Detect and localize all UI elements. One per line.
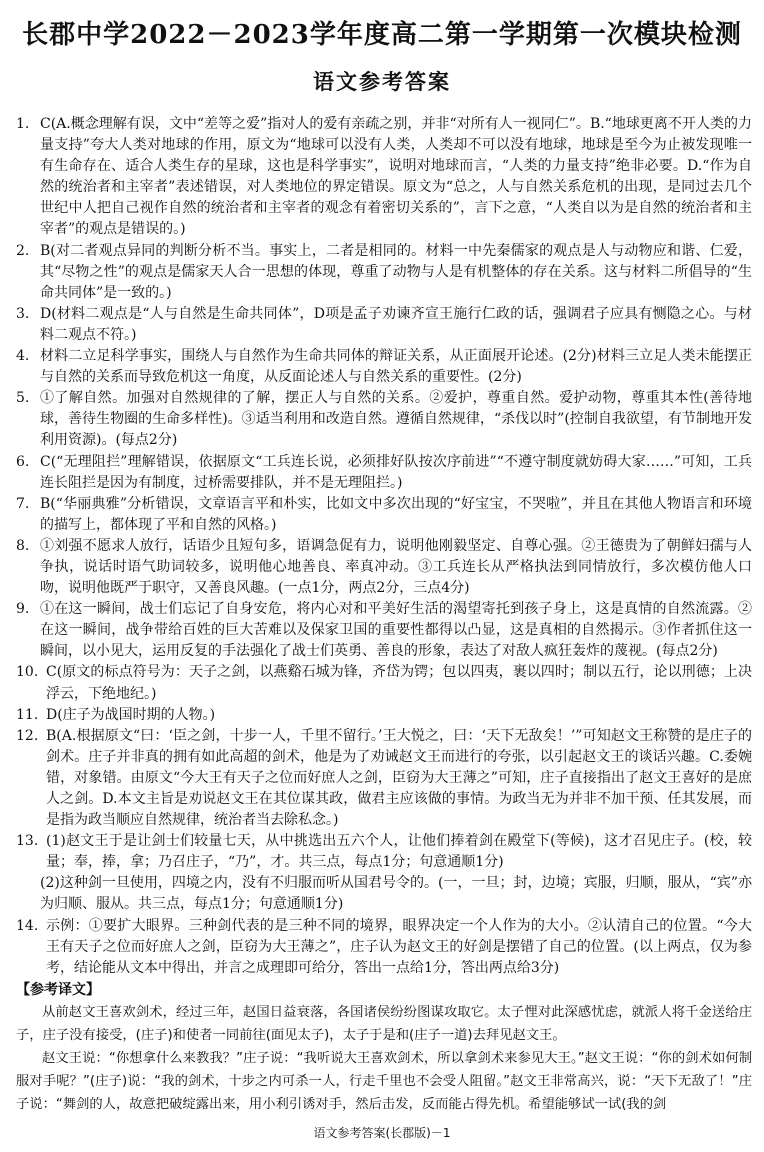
answer-text: (1)赵文王于是让剑士们较量七天，从中挑选出五六个人，让他们捧着剑在殿堂下(等候)，这才召见庄子。(校，较量；奉，捧，拿；乃召庄子，“乃”，才。共三点，每点1分；句意通顺1分) <box>46 833 752 871</box>
answer-item-12 <box>16 726 752 831</box>
answer-item-10 <box>16 662 752 704</box>
answer-text: 示例：①要扩大眼界。三种剑代表的是三种不同的境界，眼界决定一个人作为的大小。②认清自己的位置。“今大王有天子之位而好庶人之剑，臣窃为大王薄之”，庄子认为赵文王的好剑是摆错了自己的位置。(以上两点，仅为参考，结论能从文本中得出，并言之成理即可给分，答出一点给1分，答出两点给3分) <box>46 917 752 976</box>
answer-number: 5. <box>16 390 30 407</box>
answer-item-7 <box>16 494 752 536</box>
answer-text: B(“华丽典雅”分析错误，文章语言平和朴实，比如文中多次出现的“好宝宝，不哭啦”，并且在其他人物语言和环境的描写上，都体现了平和自然的风格。) <box>40 495 752 533</box>
answer-number: 12. <box>16 727 39 744</box>
reference-translation-heading: 【参考译文】 <box>16 981 100 998</box>
answer-number: 10. <box>16 664 39 681</box>
page-footer: 语文参考答案(长郡版)－1 <box>313 1126 451 1140</box>
answer-text: ①刘强不愿求人放行，话语少且短句多，语调急促有力，说明他刚毅坚定、自尊心强。②王德贵为了朝鲜妇孺与人争执，说话时语气助词较多，说明他心地善良、率真冲动。③工兵连长从严格执法到同情放行，多次模仿他人口吻，说明他既严于职守，又善良风趣。(一点1分，两点2分，三点4分) <box>40 537 752 597</box>
answer-text: ①了解自然。加强对自然规律的了解，摆正人与自然的关系。②爱护，尊重自然。爱护动物，尊重其本性(善待地球，善待生物圈的生命多样性)。③适当利用和改造自然。遵循自然规律，“杀伐以时”(控制自我欲望，有节制地开发利用资源)。(每点2分) <box>40 390 752 449</box>
answer-item-2 <box>16 241 752 304</box>
answers-content <box>16 114 752 1116</box>
answer-text: ①在这一瞬间，战士们忘记了自身安危，将内心对和平美好生活的渴望寄托到孩子身上，这是真情的自然流露。②在这一瞬间，战争带给百姓的巨大苦难以及保家卫国的重要性都得以凸显，这是真相的自然揭示。③作者抓住这一瞬间，以小见大，运用反复的手法强化了战士们英勇、善良的形象，表达了对敌人疯狂轰炸的蔑视。(每点2分) <box>40 601 752 660</box>
answer-text: B(对二者观点异同的判断分析不当。事实上，二者是相同的。材料一中先秦儒家的观点是人与动物应和谐、仁爱，其“尽物之性”的观点是儒家天人合一思想的体现，尊重了动物与人是有机整体的存在关系。这与材料二所倡导的“生命共同体”是一致的。) <box>40 242 752 301</box>
answer-item-13-part-2: (2)这种剑一旦使用，四境之内，没有不归服而听从国君号令的。(一，一旦；封，边境；宾服，归顺，服从，“宾”亦为归顺、服从。共三点，每点1分；句意通顺1分) <box>40 875 752 913</box>
reference-paragraph-2: 赵文王说：“你想拿什么来教我？”庄子说：“我听说大王喜欢剑术，所以拿剑术来参见大王。”赵文王说：“你的剑术如何制服对手呢？”(庄子)说：“我的剑术，十步之内可杀一人，行走千里也不会受人阻留。”赵文王非常高兴，说：“天下无敌了！”庄子说：“舞剑的人，故意把破绽露出来，用小利引诱对手，然后击发，反而能占得先机。希望能够试一试(我的剑 <box>16 1050 752 1112</box>
page-subtitle: 语文参考答案 <box>313 69 451 94</box>
answer-number: 3. <box>16 305 30 322</box>
answer-item-14 <box>16 916 752 979</box>
answer-item-4 <box>16 346 752 388</box>
answer-number: 11. <box>16 706 39 723</box>
answer-number: 6. <box>16 453 30 470</box>
answer-item-11 <box>16 705 752 726</box>
answer-item-13 <box>16 831 752 873</box>
answer-item-3 <box>16 304 752 346</box>
answer-number: 9. <box>16 601 30 618</box>
answer-number: 14. <box>16 917 39 934</box>
answer-text: C(“无理阻拦”理解错误，依据原文“工兵连长说，必须排好队按次序前进”“不遵守制度就妨碍大家……”可知，工兵连长阻拦是因为有制度，过桥需要排队，并不是无理阻拦。) <box>40 453 752 491</box>
answer-number: 8. <box>16 537 30 554</box>
reference-paragraph-1: 从前赵文王喜欢剑术，经过三年，赵国日益衰落，各国诸侯纷纷图谋攻取它。太子悝对此深感忧虑，就派人将千金送给庄子，庄子没有接受，(庄子)和使者一同前往(面见太子)，太子于是和(庄子一道)去拜见赵文王。 <box>16 1004 752 1043</box>
answer-number: 13. <box>16 833 39 850</box>
answer-item-9 <box>16 599 752 662</box>
answer-number: 4. <box>16 348 30 365</box>
answer-number: 2. <box>16 242 30 259</box>
answer-number: 1. <box>16 116 30 132</box>
answer-item-1 <box>16 114 752 241</box>
answer-item-6 <box>16 452 752 494</box>
answer-item-5 <box>16 388 752 451</box>
answer-text: 材料二立足科学事实，围绕人与自然作为生命共同体的辩证关系，从正面展开论述。(2分)材料三立足人类未能摆正与自然的关系而导致危机这一角度，从反面论述人与自然关系的重要性。(2分) <box>40 348 752 386</box>
answer-text: D(庄子为战国时期的人物。) <box>46 706 216 723</box>
answer-text: D(材料二观点是“人与自然是生命共同体”，D项是孟子劝谏齐宣王施行仁政的话，强调君子应具有恻隐之心。与材料二观点不符。) <box>40 305 752 343</box>
answer-text: C(原文的标点符号为：天子之剑，以燕谿石城为锋，齐岱为锷；包以四夷，裹以四时；制以五行，论以刑德；上决浮云，下绝地纪。) <box>46 664 752 702</box>
answer-number: 7. <box>16 495 30 512</box>
answer-text: B(A.根据原文“曰：‘臣之剑，十步一人，千里不留行。’王大悦之，曰：‘天下无敌矣！’”可知赵文王称赞的是庄子的剑术。庄子并非真的拥有如此高超的剑术，他是为了劝诫赵文王而进行的夸张，以引起赵文王的谈话兴趣。C.委婉错，对象错。由原文“今大王有天子之位而好庶人之剑，臣窃为大王薄之”可知，庄子直接指出了赵文王喜好的是庶人之剑。D.本文主旨是劝说赵文王在其位谋其政，做君主应该做的事情。为政当无为并非不加干预、任其发展，而是指为政当顺应自然规律，统治者当去除私念。) <box>46 727 752 829</box>
page-title: 长郡中学2022－2023学年度高二第一学期第一次模块检测 <box>22 20 742 50</box>
answer-text: C(A.概念理解有误，文中“差等之爱”指对人的爱有亲疏之别，并非“对所有人一视同仁”。B.“地球更离不开人类的力量支持”夸大人类对地球的作用，原文为“地球可以没有人类，人类却不可以没有地球，地球是至今为止被发现唯一有生命存在、适合人类生存的星球，这也是科学事实”，说明对地球而言，“人类的力量支持”绝非必要。D.“作为自然的统治者和主宰者”表述错误，对人类地位的界定错误。原文为“总之，人与自然关系危机的出现，是同过去几个世纪中人把自己视作自然的统治者和主宰者的观念有着密切关系的”，言下之意，“人类自以为是自然的统治者和主宰者”的观点是错误的。) <box>40 116 752 238</box>
answer-item-8 <box>16 536 752 599</box>
